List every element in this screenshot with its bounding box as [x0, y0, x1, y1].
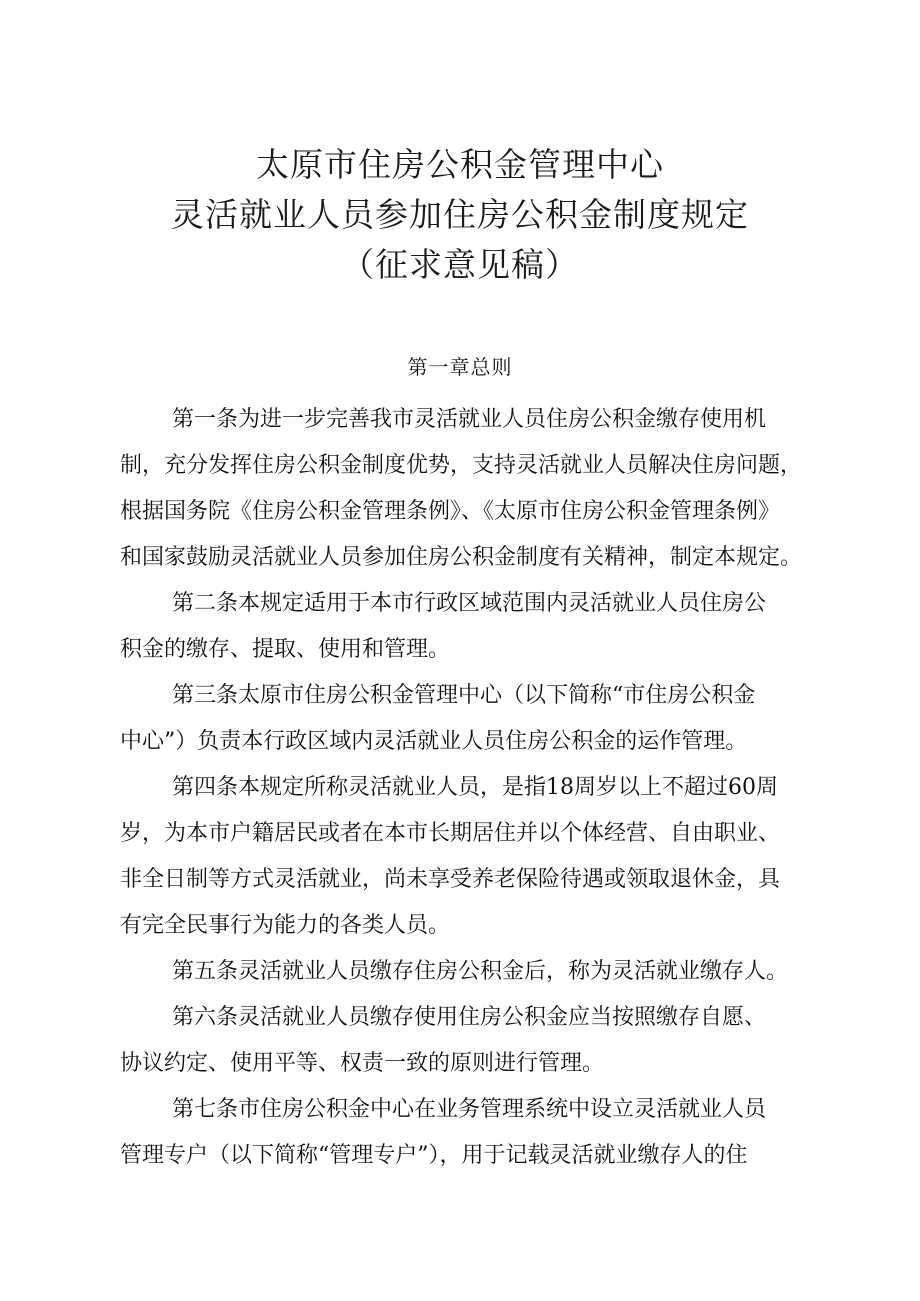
- article-3-line-1: 第三条太原市住房公积金管理中心（以下简称“市住房公积金: [172, 683, 756, 708]
- article-2-line-2: 积金的缴存、提取、使用和管理。: [120, 637, 451, 662]
- title-line-2: 灵活就业人员参加住房公积金制度规定: [171, 195, 749, 234]
- article-7-line-2: 管理专户（以下简称“管理专户”），用于记载灵活就业缴存人的住: [120, 1143, 748, 1168]
- article-1-line-1: 第一条为进一步完善我市灵活就业人员住房公积金缴存使用机: [172, 407, 767, 432]
- article-6-line-2: 协议约定、使用平等、权责一致的原则进行管理。: [120, 1051, 605, 1076]
- chapter-heading: 第一章总则: [407, 355, 513, 379]
- article-5-line-1: 第五条灵活就业人员缴存住房公积金后，称为灵活就业缴存人。: [172, 959, 789, 984]
- article-4-line-3: 非全日制等方式灵活就业，尚未享受养老保险待遇或领取退休金，具: [120, 867, 781, 892]
- article-2-line-1: 第二条本规定适用于本市行政区域范围内灵活就业人员住房公: [172, 591, 767, 616]
- title-line-1: 太原市住房公积金管理中心: [256, 145, 664, 184]
- article-1-line-4: 和国家鼓励灵活就业人员参加住房公积金制度有关精神，制定本规定。: [120, 545, 803, 570]
- article-4-line-2: 岁，为本市户籍居民或者在本市长期居住并以个体经营、自由职业、: [120, 821, 781, 846]
- document-title: [0, 140, 920, 290]
- article-7-line-1: 第七条市住房公积金中心在业务管理系统中设立灵活就业人员: [172, 1097, 767, 1122]
- article-6-line-1: 第六条灵活就业人员缴存使用住房公积金应当按照缴存自愿、: [172, 1005, 767, 1030]
- title-line-3: （征求意见稿）: [341, 245, 579, 284]
- article-1-line-3: 根据国务院《住房公积金管理条例》、《太原市住房公积金管理条例》: [120, 499, 781, 524]
- body-text: [120, 397, 810, 1179]
- article-4-line-1: 第四条本规定所称灵活就业人员，是指18周岁以上不超过60周: [172, 775, 778, 800]
- article-3-line-2: 中心”）负责本行政区域内灵活就业人员住房公积金的运作管理。: [120, 729, 748, 754]
- article-4-line-4: 有完全民事行为能力的各类人员。: [120, 913, 451, 938]
- article-1-line-2: 制，充分发挥住房公积金制度优势，支持灵活就业人员解决住房问题，: [120, 453, 803, 478]
